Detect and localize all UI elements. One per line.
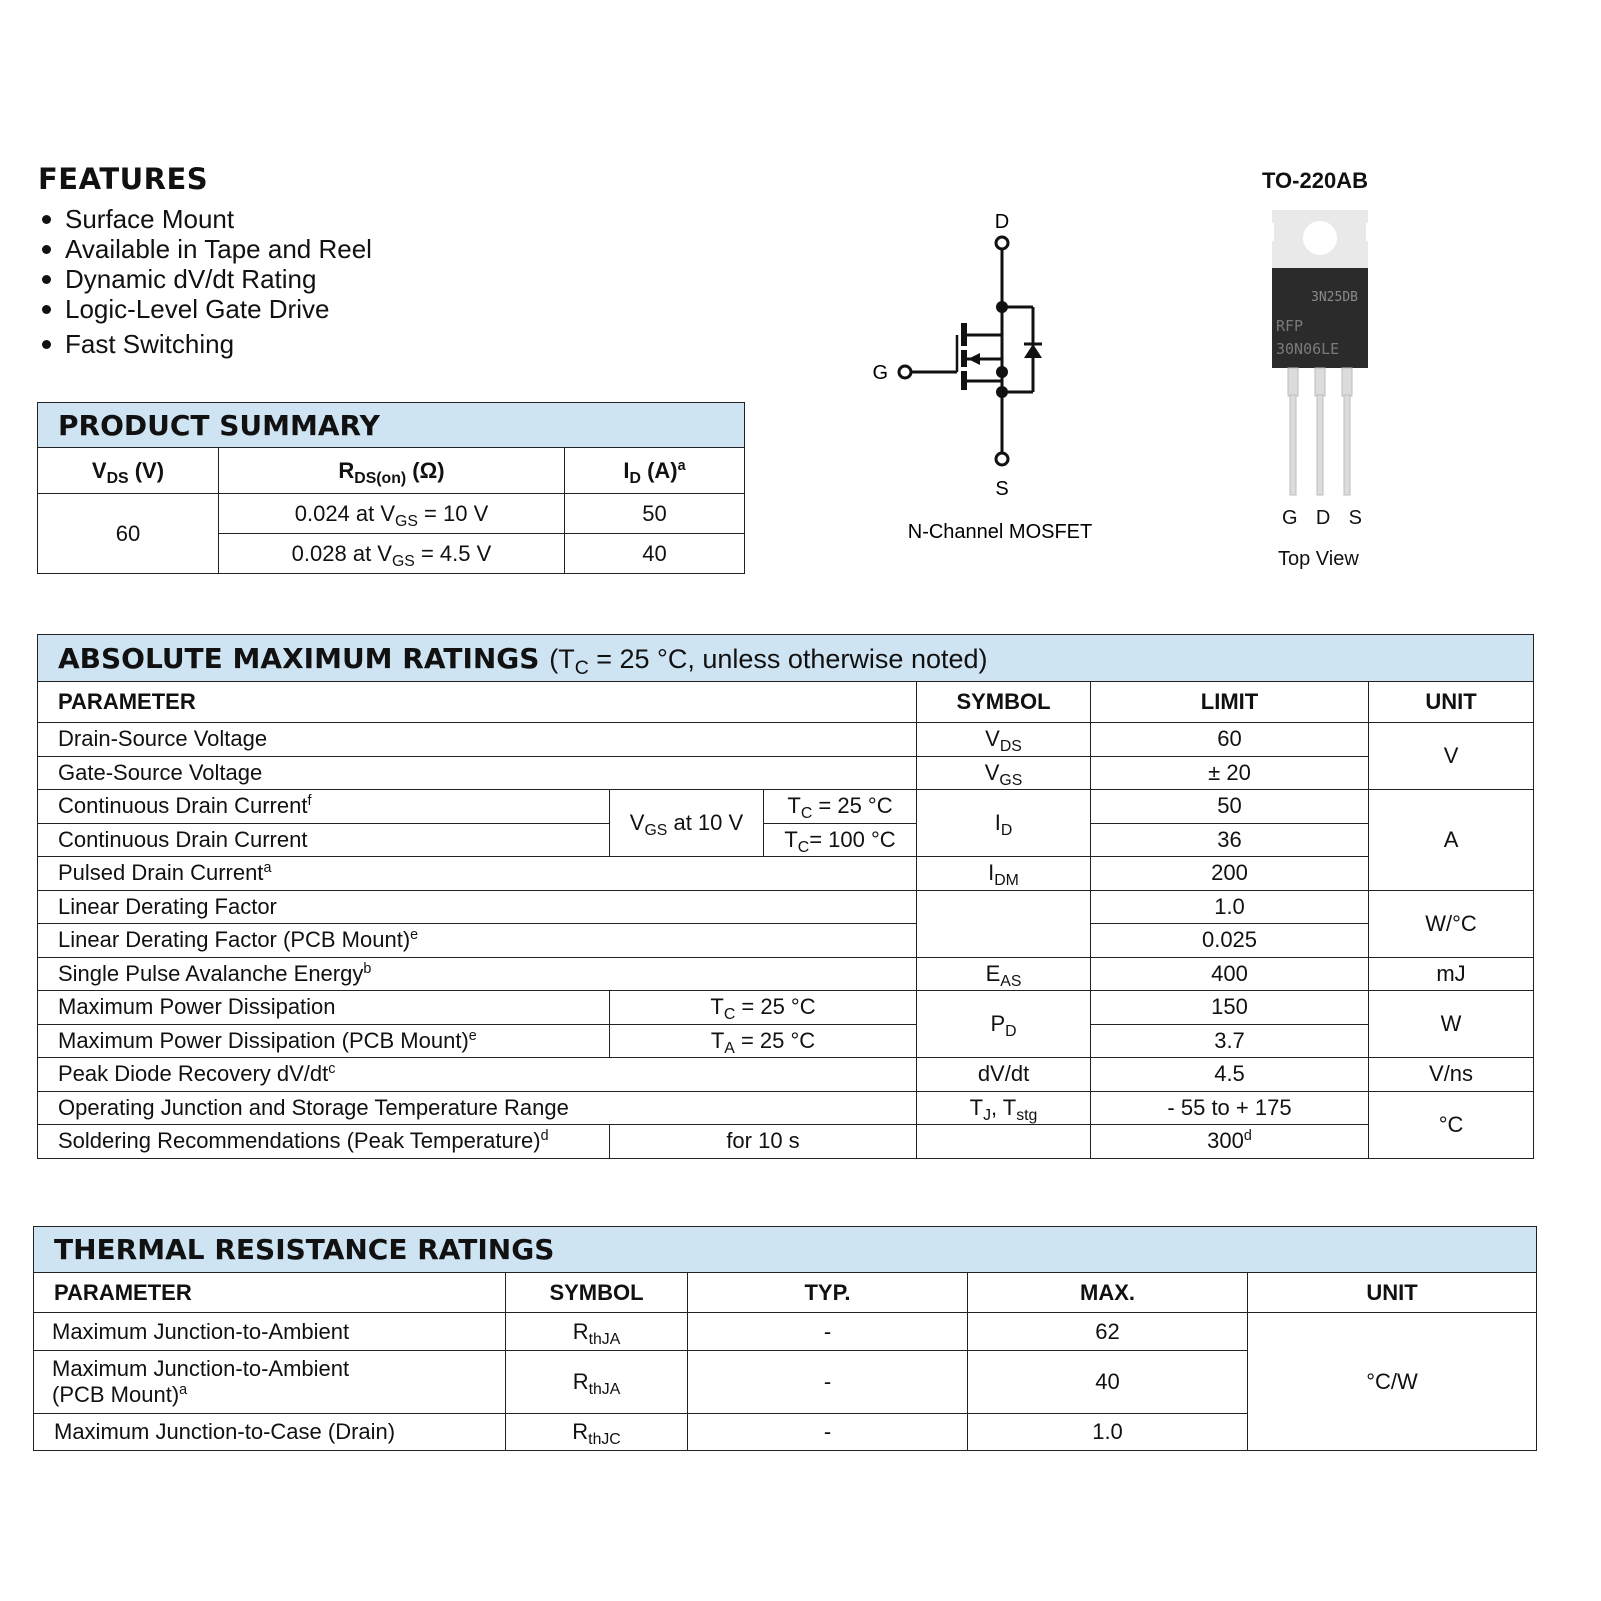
param-cell: Drain-Source Voltage	[38, 723, 917, 757]
unit-cell: W/°C	[1369, 890, 1534, 957]
features-list	[38, 204, 372, 359]
table-row	[38, 823, 1534, 857]
bullet-icon	[42, 340, 51, 349]
pin-label: S	[1348, 507, 1362, 529]
param-cell: Pulsed Drain Current$^a$	[38, 857, 917, 891]
bullet-icon	[42, 275, 51, 284]
table-row	[38, 723, 1534, 757]
symbol-cell: dV/dt	[917, 1058, 1091, 1092]
typ-cell: -	[688, 1414, 968, 1451]
header-limit: LIMIT	[1091, 682, 1369, 723]
table-row	[38, 991, 1534, 1025]
limit-cell: 4.5	[1091, 1058, 1369, 1092]
rds-value: 0.028 at $V_{GS} = 4.5$ V	[219, 534, 565, 574]
feature-item	[38, 204, 372, 234]
param-cell: Linear Derating Factor	[38, 890, 917, 924]
header-unit: UNIT	[1369, 682, 1534, 723]
header-typ: TYP.	[688, 1273, 968, 1313]
param-cell: Maximum Junction-to-Ambient (PCB Mount)$^a$	[34, 1351, 506, 1414]
table-row	[38, 924, 1534, 958]
header-parameter: PARAMETER	[38, 682, 917, 723]
header-parameter: PARAMETER	[34, 1273, 506, 1313]
param-cell: Soldering Recommendations (Peak Temperature)$^d$	[38, 1125, 610, 1159]
product-summary-title: PRODUCT SUMMARY	[38, 403, 745, 448]
header-unit: UNIT	[1248, 1273, 1537, 1313]
header-rds-on: $R_{DS(on)}$ (Ω)	[219, 448, 565, 494]
limit-cell: 400	[1091, 957, 1369, 991]
n-channel-mosfet-schematic	[860, 200, 1120, 560]
unit-cell: °C	[1369, 1091, 1534, 1158]
thermal-title: THERMAL RESISTANCE RATINGS	[34, 1227, 1537, 1273]
max-cell: 62	[968, 1313, 1248, 1351]
param-cell: Single Pulse Avalanche Energy$^b$	[38, 957, 917, 991]
table-row	[34, 1313, 1537, 1351]
symbol-cell: $I_{DM}$	[917, 857, 1091, 891]
id-value: 50	[565, 494, 745, 534]
symbol-cell: $T_J$, $T_{stg}$	[917, 1091, 1091, 1125]
bullet-icon	[42, 245, 51, 254]
symbol-cell: $P_D$	[917, 991, 1091, 1058]
param-cell: Maximum Power Dissipation (PCB Mount)$^e$	[38, 1024, 610, 1058]
table-row	[38, 1125, 1534, 1159]
bullet-icon	[42, 215, 51, 224]
package-marking: 30N06LE	[1276, 340, 1340, 358]
table-row	[38, 957, 1534, 991]
package-marking: RFP	[1276, 317, 1304, 335]
limit-cell: 60	[1091, 723, 1369, 757]
header-symbol: SYMBOL	[917, 682, 1091, 723]
symbol-cell: $V_{DS}$	[917, 723, 1091, 757]
condition-cell: for 10 s	[610, 1125, 917, 1159]
features-heading: FEATURES	[38, 162, 209, 196]
unit-cell: V	[1369, 723, 1534, 790]
package-pin-labels	[1282, 507, 1362, 530]
feature-text: Surface Mount	[65, 204, 235, 234]
package-title: TO-220AB	[1262, 168, 1368, 193]
table-row	[38, 790, 1534, 824]
feature-item	[38, 294, 372, 324]
pin-g-label: G	[872, 362, 888, 384]
header-max: MAX.	[968, 1273, 1248, 1313]
param-cell: Maximum Power Dissipation	[38, 991, 610, 1025]
unit-cell: mJ	[1369, 957, 1534, 991]
pin-label: D	[1315, 507, 1331, 529]
table-row	[38, 756, 1534, 790]
param-cell: Continuous Drain Current$^f$	[38, 790, 610, 824]
header-symbol: SYMBOL	[506, 1273, 688, 1313]
package-caption: Top View	[1278, 548, 1359, 570]
condition-cell: $V_{GS}$ at 10 V	[610, 790, 764, 857]
typ-cell: -	[688, 1351, 968, 1414]
symbol-cell: $R_{thJA}$	[506, 1313, 688, 1351]
symbol-cell	[917, 1125, 1091, 1159]
pin-d-label: D	[994, 211, 1010, 233]
feature-item	[38, 329, 372, 359]
vds-value: 60	[38, 494, 219, 574]
limit-cell: - 55 to + 175	[1091, 1091, 1369, 1125]
max-cell: 1.0	[968, 1414, 1248, 1451]
symbol-cell	[917, 890, 1091, 957]
abs-max-title: ABSOLUTE MAXIMUM RATINGS ($T_C = 25$ °C, unless otherwise noted)	[38, 635, 1534, 682]
condition-cell: $T_C = 25$ °C	[610, 991, 917, 1025]
absolute-maximum-ratings-table	[37, 634, 1534, 1159]
condition-cell: $T_A = 25$ °C	[610, 1024, 917, 1058]
param-cell: Maximum Junction-to-Case (Drain)	[34, 1414, 506, 1451]
rds-value: 0.024 at $V_{GS} = 10$ V	[219, 494, 565, 534]
condition-cell: $T_C= 100$ °C	[764, 823, 917, 857]
unit-cell: A	[1369, 790, 1534, 891]
unit-cell: °C/W	[1248, 1313, 1537, 1451]
header-vds: $V_{DS}$ (V)	[38, 448, 219, 494]
symbol-cell: $V_{GS}$	[917, 756, 1091, 790]
symbol-cell: $E_{AS}$	[917, 957, 1091, 991]
param-cell: Gate-Source Voltage	[38, 756, 917, 790]
unit-cell: V/ns	[1369, 1058, 1534, 1092]
feature-text: Available in Tape and Reel	[65, 234, 372, 264]
symbol-cell: $R_{thJC}$	[506, 1414, 688, 1451]
package-marking: 3N25DB	[1311, 290, 1358, 305]
limit-cell: 200	[1091, 857, 1369, 891]
param-cell: Operating Junction and Storage Temperature Range	[38, 1091, 917, 1125]
thermal-resistance-table	[33, 1226, 1537, 1451]
limit-cell: 36	[1091, 823, 1369, 857]
to220-package-image	[1260, 205, 1380, 505]
limit-cell: 150	[1091, 991, 1369, 1025]
max-cell: 40	[968, 1351, 1248, 1414]
table-row	[38, 1058, 1534, 1092]
unit-cell: W	[1369, 991, 1534, 1058]
pin-s-label: S	[995, 478, 1009, 500]
table-row	[38, 857, 1534, 891]
limit-cell: 0.025	[1091, 924, 1369, 958]
feature-item	[38, 264, 372, 294]
typ-cell: -	[688, 1313, 968, 1351]
schematic-caption: N-Channel MOSFET	[907, 521, 1093, 543]
pin-label: G	[1282, 507, 1298, 529]
param-cell: Peak Diode Recovery $dV/dt^c$	[38, 1058, 917, 1092]
limit-cell: 50	[1091, 790, 1369, 824]
table-row	[38, 1091, 1534, 1125]
feature-item	[38, 234, 372, 264]
param-cell: Continuous Drain Current	[38, 823, 610, 857]
limit-cell: 1.0	[1091, 890, 1369, 924]
symbol-cell: $R_{thJA}$	[506, 1351, 688, 1414]
header-id: $I_D$ $(A)^a$	[565, 448, 745, 494]
limit-cell: 3.7	[1091, 1024, 1369, 1058]
product-summary-table	[37, 402, 745, 574]
feature-text: Fast Switching	[65, 329, 235, 359]
feature-text: Dynamic dV/dt Rating	[65, 264, 317, 294]
feature-text: Logic-Level Gate Drive	[65, 294, 330, 324]
param-cell: Linear Derating Factor (PCB Mount)$^e$	[38, 924, 917, 958]
id-value: 40	[565, 534, 745, 574]
limit-cell: 300$^d$	[1091, 1125, 1369, 1159]
symbol-cell: $I_D$	[917, 790, 1091, 857]
table-row	[38, 1024, 1534, 1058]
bullet-icon	[42, 305, 51, 314]
limit-cell: ± 20	[1091, 756, 1369, 790]
param-cell: Maximum Junction-to-Ambient	[34, 1313, 506, 1351]
condition-cell: $T_C = 25$ °C	[764, 790, 917, 824]
table-row	[38, 890, 1534, 924]
